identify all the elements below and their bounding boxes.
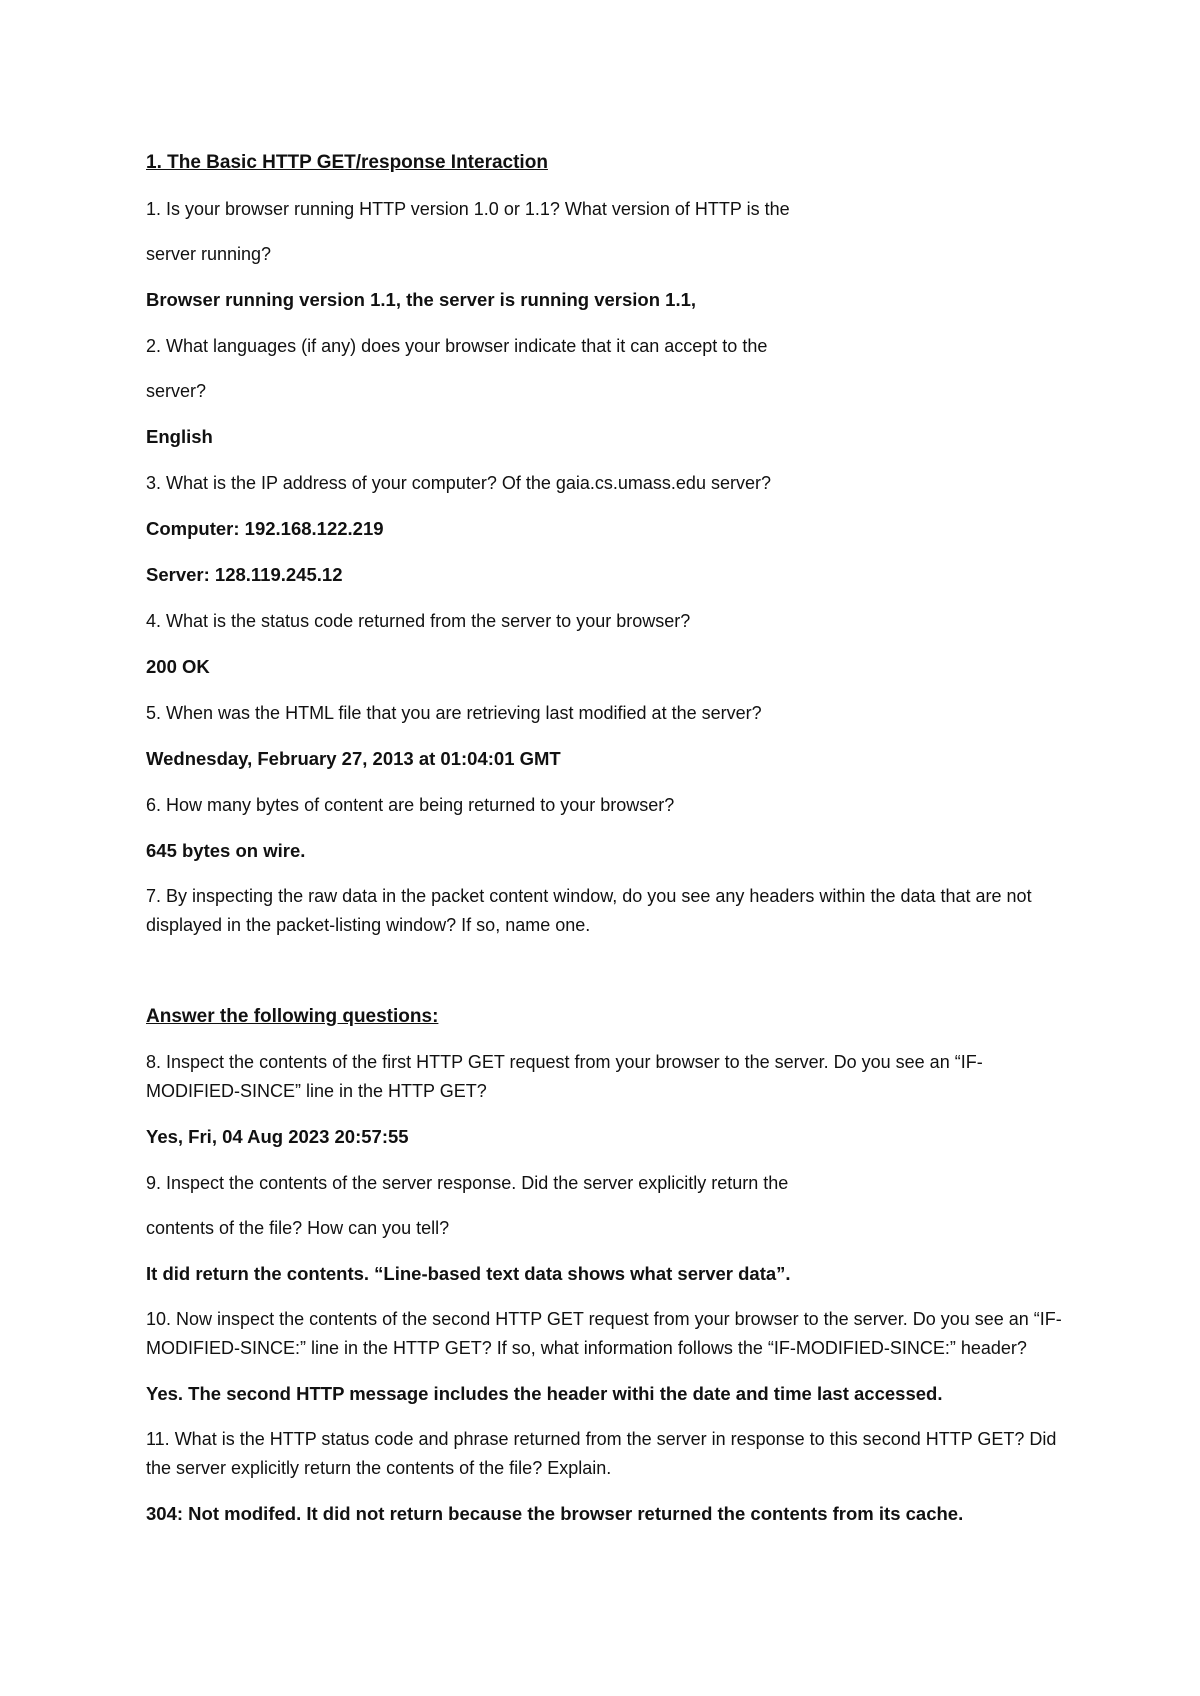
section-heading-answer-questions: Answer the following questions: <box>146 1006 439 1027</box>
question-2 <box>146 331 1066 406</box>
section-heading-basic-http: 1. The Basic HTTP GET/response Interaction <box>146 152 548 173</box>
question-3: 3. What is the IP address of your computer? Of the gaia.cs.umass.edu server? <box>146 473 771 493</box>
answer-3-server: Server: 128.119.245.12 <box>146 564 343 585</box>
question-9-line-1: 9. Inspect the contents of the server response. Did the server explicitly return the <box>146 1173 789 1193</box>
answer-2: English <box>146 426 213 447</box>
answer-8: Yes, Fri, 04 Aug 2023 20:57:55 <box>146 1126 409 1147</box>
question-9-line-2: contents of the file? How can you tell? <box>146 1218 450 1238</box>
question-1 <box>146 194 1066 269</box>
question-6: 6. How many bytes of content are being returned to your browser? <box>146 795 675 815</box>
question-7: 7. By inspecting the raw data in the packet content window, do you see any headers within the data that are not displayed in the packet-listing window? If so, name one. <box>146 886 1032 935</box>
question-9 <box>146 1168 1066 1243</box>
section-spacer <box>146 956 1066 1002</box>
document-body <box>146 148 1066 1545</box>
question-11: 11. What is the HTTP status code and phrase returned from the server in response to this second HTTP GET? Did the server explicitly return the contents of the file? Explain. <box>146 1429 1057 1478</box>
question-8: 8. Inspect the contents of the first HTTP GET request from your browser to the server. Do you see an “IF-MODIFIED-SINCE” line in the HTTP GET? <box>146 1052 983 1101</box>
answer-6: 645 bytes on wire. <box>146 840 306 861</box>
answer-9: It did return the contents. “Line-based text data shows what server data”. <box>146 1263 791 1284</box>
answer-5: Wednesday, February 27, 2013 at 01:04:01 GMT <box>146 748 561 769</box>
answer-1: Browser running version 1.1, the server is running version 1.1, <box>146 289 697 310</box>
question-4: 4. What is the status code returned from the server to your browser? <box>146 611 691 631</box>
question-10: 10. Now inspect the contents of the second HTTP GET request from your browser to the server. Do you see an “IF-MODIFIED-SINCE:” line in the HTTP GET? If so, what information follows the “IF-MODIFIED-SINCE:” header? <box>146 1309 1062 1358</box>
question-2-line-1: 2. What languages (if any) does your browser indicate that it can accept to the <box>146 336 768 356</box>
answer-11: 304: Not modifed. It did not return because the browser returned the contents from its cache. <box>146 1503 964 1524</box>
question-2-line-2: server? <box>146 381 207 401</box>
answer-4: 200 OK <box>146 656 210 677</box>
answer-10: Yes. The second HTTP message includes the header withi the date and time last accessed. <box>146 1383 943 1404</box>
question-1-line-2: server running? <box>146 244 272 264</box>
answer-3-computer: Computer: 192.168.122.219 <box>146 518 384 539</box>
question-5: 5. When was the HTML file that you are retrieving last modified at the server? <box>146 703 762 723</box>
question-1-line-1: 1. Is your browser running HTTP version 1.0 or 1.1? What version of HTTP is the <box>146 199 790 219</box>
